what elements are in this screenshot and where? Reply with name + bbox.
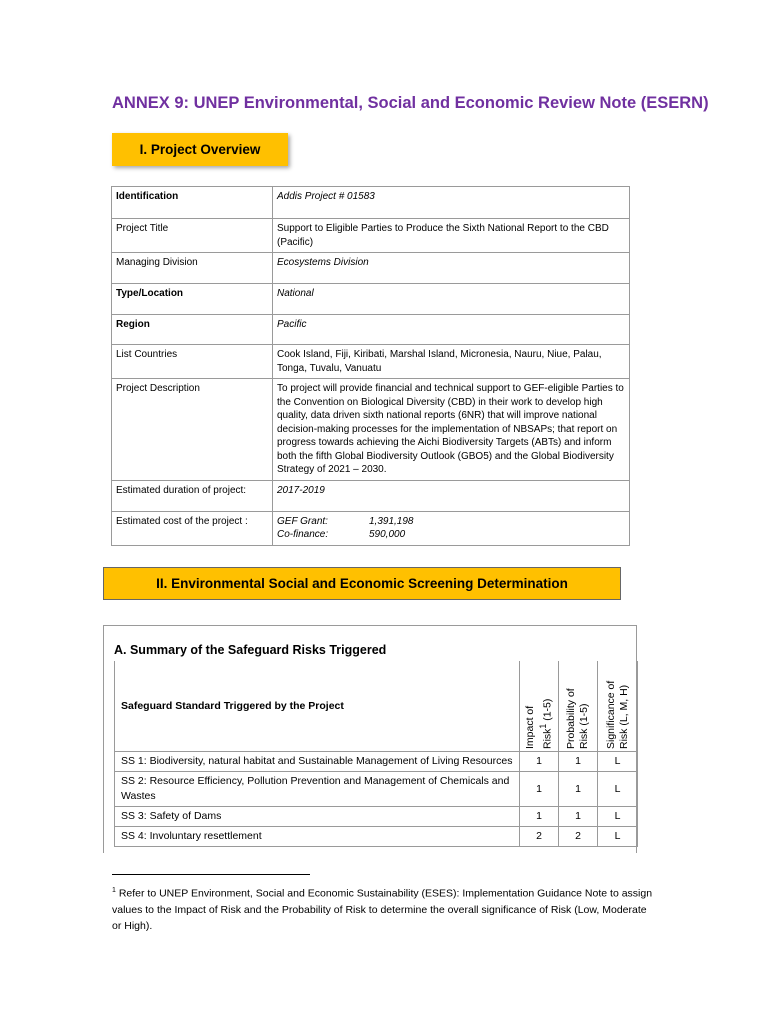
significance-value: L xyxy=(598,827,638,847)
section-heading-project-overview xyxy=(112,133,288,166)
probability-value: 1 xyxy=(559,752,598,772)
row-value xyxy=(273,511,630,545)
safeguard-standard: SS 2: Resource Efficiency, Pollution Prevention and Management of Chemicals and Wastes xyxy=(115,772,520,807)
probability-value: 1 xyxy=(559,772,598,807)
safeguard-risk-table xyxy=(114,661,638,847)
gef-grant-line xyxy=(277,515,625,529)
row-label: Managing Division xyxy=(112,253,273,284)
row-value: Ecosystems Division xyxy=(273,253,630,284)
safeguard-standard: SS 3: Safety of Dams xyxy=(115,807,520,827)
table-row xyxy=(112,253,630,284)
row-value: Pacific xyxy=(273,315,630,345)
table-row xyxy=(112,379,630,481)
footnote-text: Refer to UNEP Environment, Social and Economic Sustainability (ESES): Implementation Guidance Note to assign values to the Impact of Risk and the Probability of Risk to determine the overall significance of Risk (Low, Moderate or High). xyxy=(112,887,653,932)
row-label: Estimated cost of the project : xyxy=(112,511,273,545)
table-row xyxy=(112,315,630,345)
gef-grant-value: 1,391,198 xyxy=(369,515,414,527)
table-row xyxy=(112,219,630,253)
section-heading-screening xyxy=(103,567,621,600)
row-label: Region xyxy=(112,315,273,345)
table-row xyxy=(115,807,638,827)
safeguard-standard: SS 1: Biodiversity, natural habitat and Sustainable Management of Living Resources xyxy=(115,752,520,772)
significance-value: L xyxy=(598,772,638,807)
column-header-standard: Safeguard Standard Triggered by the Project xyxy=(115,661,520,752)
row-value: To project will provide financial and technical support to GEF-eligible Parties to the Convention on Biological Diversity (CBD) in their work to develop high quality, data driven sixth national reports (6NR) that will improve national decision-making processes for the implementation of NBSAPs; that report on progress towards achieving the Aichi Biodiversity Targets (ABTs) and inform both the fifth Global Biodiversity Outlook (GBO5) and the Global Biodiversity Strategy of 2021 – 2030. xyxy=(273,379,630,481)
section-heading-label: I. Project Overview xyxy=(139,142,261,157)
table-row xyxy=(112,284,630,315)
row-value: Cook Island, Fiji, Kiribati, Marshal Island, Micronesia, Nauru, Niue, Palau, Tonga, Tuvalu, Vanuatu xyxy=(273,345,630,379)
probability-value: 2 xyxy=(559,827,598,847)
significance-value: L xyxy=(598,807,638,827)
footnote xyxy=(112,883,657,934)
column-header-probability: Probability of Risk (1-5) xyxy=(559,661,598,752)
row-value: 2017-2019 xyxy=(273,480,630,511)
column-header-significance: Significance of Risk (L, M, H) xyxy=(598,661,638,752)
row-value: Addis Project # 01583 xyxy=(273,187,630,219)
page-title: ANNEX 9: UNEP Environmental, Social and Economic Review Note (ESERN) xyxy=(112,94,709,112)
row-label: Identification xyxy=(112,187,273,219)
table-row xyxy=(112,480,630,511)
footnote-marker: 1 xyxy=(112,887,116,894)
probability-value: 1 xyxy=(559,807,598,827)
table-row xyxy=(115,752,638,772)
table-row xyxy=(112,511,630,545)
cofinance-value: 590,000 xyxy=(369,529,406,540)
row-label: Project Title xyxy=(112,219,273,253)
row-label: Type/Location xyxy=(112,284,273,315)
cofinance-line xyxy=(277,528,625,542)
impact-value: 2 xyxy=(520,827,559,847)
row-label: List Countries xyxy=(112,345,273,379)
impact-value: 1 xyxy=(520,772,559,807)
gef-grant-label: GEF Grant: xyxy=(277,515,328,527)
table-row xyxy=(115,827,638,847)
table-header-row xyxy=(115,661,638,752)
safeguard-standard: SS 4: Involuntary resettlement xyxy=(115,827,520,847)
project-overview-table xyxy=(111,186,630,546)
row-value: National xyxy=(273,284,630,315)
table-row xyxy=(112,345,630,379)
section-heading-label: II. Environmental Social and Economic Screening Determination xyxy=(156,576,568,591)
row-label: Estimated duration of project: xyxy=(112,480,273,511)
significance-value: L xyxy=(598,752,638,772)
footnote-divider xyxy=(112,874,310,875)
table-row xyxy=(112,187,630,219)
table-row xyxy=(115,772,638,807)
column-header-impact: Impact of Risk$^1$ (1-5) xyxy=(520,661,559,752)
row-value: Support to Eligible Parties to Produce the Sixth National Report to the CBD (Pacific) xyxy=(273,219,630,253)
cofinance-label: Co-finance: xyxy=(277,529,329,540)
impact-value: 1 xyxy=(520,807,559,827)
row-label: Project Description xyxy=(112,379,273,481)
summary-heading: A. Summary of the Safeguard Risks Triggered xyxy=(114,643,387,657)
impact-value: 1 xyxy=(520,752,559,772)
